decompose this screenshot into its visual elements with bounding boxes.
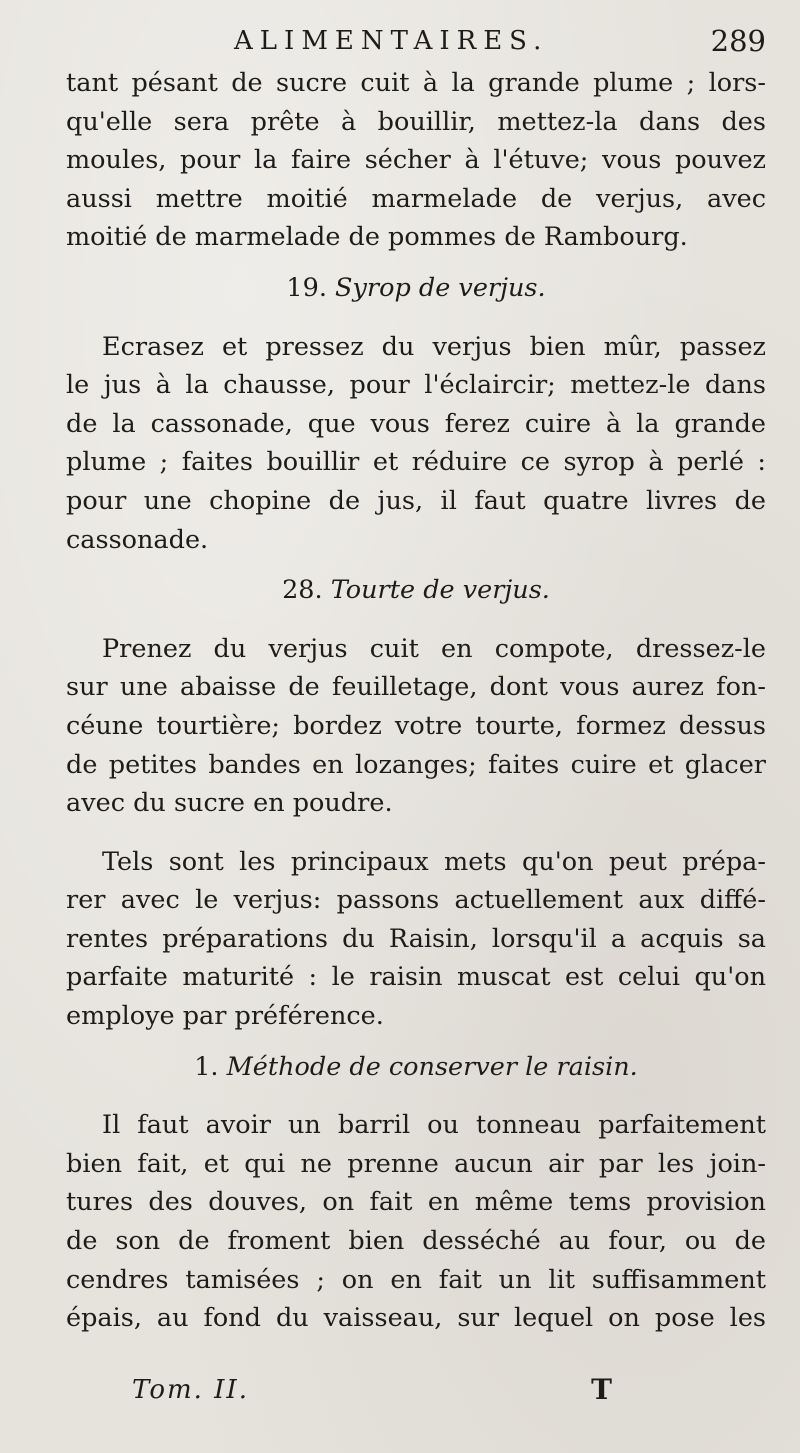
text-line: cendres tamisées ; on en fait un lit suffisamment: [66, 1264, 766, 1295]
text-line: de petites bandes en lozanges; faites cuire et glacer: [66, 749, 766, 780]
paragraph: [66, 64, 766, 257]
text-line: rentes préparations du Raisin, lorsqu'il a acquis sa: [66, 923, 766, 954]
text-line: moules, pour la faire sécher à l'étuve; vous pouvez: [66, 145, 766, 176]
recipe-heading: [66, 1048, 766, 1087]
text-line: qu'elle sera prête à bouillir, mettez-la dans des: [66, 106, 766, 137]
recipe-number: 19.: [286, 272, 327, 303]
paragraph: [66, 1106, 766, 1338]
running-title: ALIMENTAIRES.: [234, 26, 549, 56]
recipe-heading: [66, 571, 766, 610]
text-line: moitié de marmelade de pommes de Rambourg.: [66, 222, 688, 253]
volume-signature: Tom. II.: [132, 1375, 249, 1405]
text-line: employe par préférence.: [66, 1001, 384, 1032]
text-line: pour une chopine de jus, il faut quatre livres de: [66, 485, 766, 516]
body-text: [66, 64, 766, 1338]
text-line: céune tourtière; bordez votre tourte, formez dessus: [66, 710, 766, 741]
text-line: plume ; faites bouillir et réduire ce syrop à perlé :: [66, 447, 766, 478]
text-line: sur une abaisse de feuilletage, dont vous aurez fon-: [66, 672, 766, 703]
recipe-heading: [66, 269, 766, 308]
text-line: cassonade.: [66, 524, 209, 555]
text-line: tant pésant de sucre cuit à la grande plume ; lors-: [66, 68, 766, 98]
paragraph: [66, 843, 766, 1036]
page-number: 289: [710, 24, 766, 58]
running-head: [66, 18, 766, 64]
recipe-number: 1.: [194, 1051, 219, 1082]
text-line: tures des douves, on fait en même tems provision: [66, 1187, 766, 1218]
text-line: épais, au fond du vaisseau, sur lequel on pose les: [66, 1303, 766, 1334]
text-line: parfaite maturité : le raisin muscat est celui qu'on: [66, 962, 766, 993]
gathering-signature: T: [591, 1373, 612, 1406]
recipe-number: 28.: [282, 575, 323, 606]
recipe-title: Syrop de verjus.: [335, 272, 546, 303]
text-line: avec du sucre en poudre.: [66, 788, 393, 819]
recipe-title: Méthode de conserver le raisin.: [226, 1051, 638, 1082]
text-line: bien fait, et qui ne prenne aucun air par les join-: [66, 1148, 766, 1179]
paragraph: [66, 630, 766, 823]
text-line: rer avec le verjus: passons actuellement aux diffé-: [66, 885, 766, 916]
page-footer: [132, 1370, 652, 1410]
text-line: Il faut avoir un barril ou tonneau parfaitement: [102, 1110, 766, 1141]
recipe-title: Tourte de verjus.: [330, 575, 550, 606]
text-line: Ecrasez et pressez du verjus bien mûr, passez: [102, 331, 766, 362]
text-line: Tels sont les principaux mets qu'on peut prépa-: [102, 846, 766, 877]
text-line: le jus à la chausse, pour l'éclaircir; mettez-le dans: [66, 370, 766, 401]
text-line: de la cassonade, que vous ferez cuire à la grande: [66, 408, 766, 439]
paragraph: [66, 328, 766, 560]
text-line: Prenez du verjus cuit en compote, dressez-le: [102, 633, 766, 664]
text-line: de son de froment bien desséché au four, ou de: [66, 1226, 766, 1257]
text-line: aussi mettre moitié marmelade de verjus, avec: [66, 183, 766, 214]
